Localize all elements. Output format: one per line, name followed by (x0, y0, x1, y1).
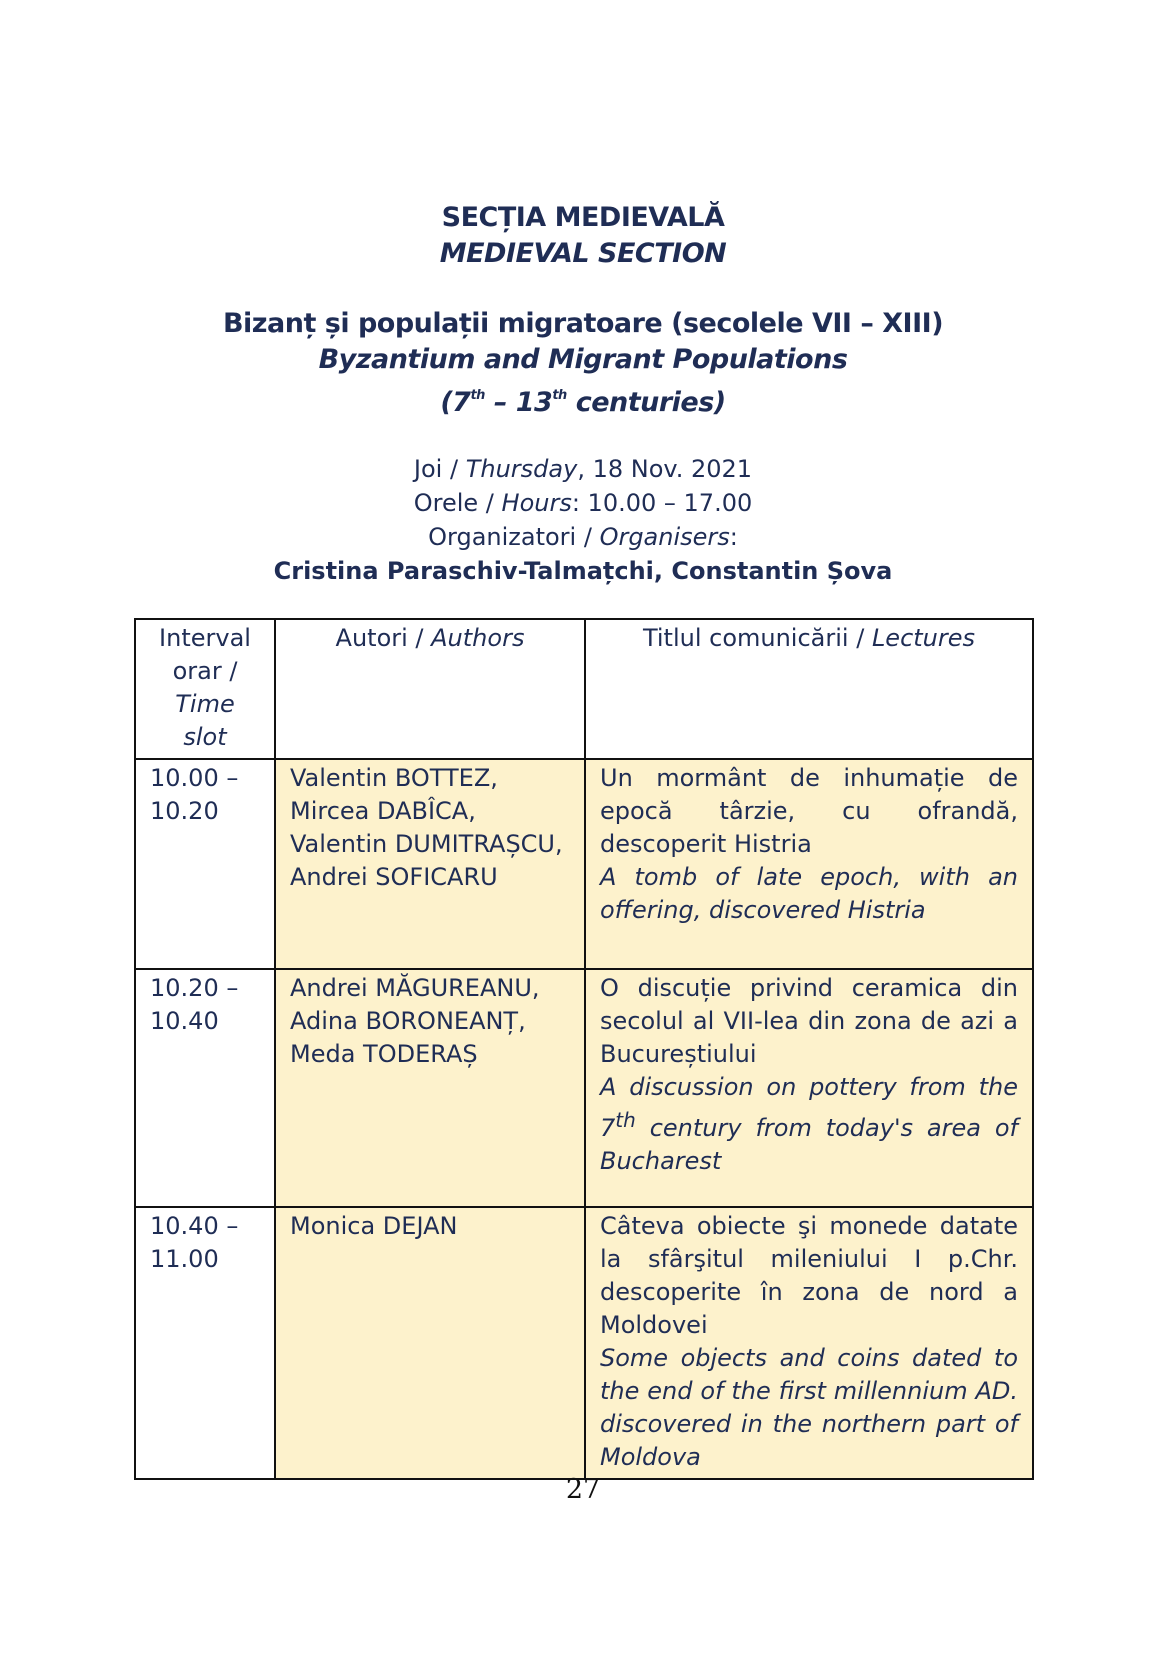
page-number: 27 (565, 1474, 601, 1505)
theme-title (0, 306, 1166, 421)
organisers-names: Cristina Paraschiv-Talmațchi, Constantin Șova (273, 557, 893, 585)
lecture-title-ro: O discuție privind ceramica din secolul al VII-lea din zona de azi a Bucureștiului (600, 974, 1018, 1068)
theme-centuries: (7th – 13th centuries) (440, 387, 726, 418)
theme-title-en: Byzantium and Migrant Populations (318, 344, 848, 375)
schedule-table (134, 618, 1034, 1480)
header-authors: Autori / Authors (275, 619, 585, 759)
theme-title-ro: Bizanț și populații migratoare (secolele VII – XIII) (222, 308, 944, 339)
authors: Monica DEJAN (275, 1207, 585, 1479)
section-title-en: MEDIEVAL SECTION (439, 238, 727, 269)
table-row (135, 1207, 1033, 1479)
lecture-title-ro: Câteva obiecte şi monede datate la sfârşitul mileniului I p.Chr. descoperite în zona de nord a Moldovei (600, 1212, 1018, 1339)
time-slot: 10.40 – 11.00 (135, 1207, 275, 1479)
lecture-title-en: Some objects and coins dated to the end of the first millennium AD. discovered in the northern part of Moldova (600, 1344, 1018, 1471)
session-hours: Orele / Hours: 10.00 – 17.00 (413, 489, 753, 517)
time-slot: 10.20 – 10.40 (135, 969, 275, 1207)
lecture-title-ro: Un mormânt de inhumație de epocă târzie, cu ofrandă, descoperit Histria (600, 764, 1018, 858)
lecture-title-en: A discussion on pottery from the 7th century from today's area of Bucharest (600, 1073, 1018, 1175)
table-header-row (135, 619, 1033, 759)
authors: Valentin BOTTEZ, Mircea DABÎCA, Valentin DUMITRAȘCU, Andrei SOFICARU (275, 759, 585, 969)
header-lectures: Titlul comunicării / Lectures (585, 619, 1033, 759)
authors: Andrei MĂGUREANU, Adina BORONEANȚ, Meda TODERAȘ (275, 969, 585, 1207)
organisers-label: Organizatori / Organisers: (428, 523, 738, 551)
section-title-ro: SECȚIA MEDIEVALĂ (441, 202, 725, 233)
lecture-title (585, 759, 1033, 969)
lecture-title-en: A tomb of late epoch, with an offering, discovered Histria (600, 863, 1018, 924)
lecture-title (585, 969, 1033, 1207)
session-date: Joi / Thursday, 18 Nov. 2021 (413, 455, 753, 483)
lecture-title (585, 1207, 1033, 1479)
section-title (0, 200, 1166, 272)
table-row (135, 759, 1033, 969)
session-meta (0, 452, 1166, 588)
time-slot: 10.00 – 10.20 (135, 759, 275, 969)
table-row (135, 969, 1033, 1207)
header-time-slot: Interval orar / Time slot (135, 619, 275, 759)
